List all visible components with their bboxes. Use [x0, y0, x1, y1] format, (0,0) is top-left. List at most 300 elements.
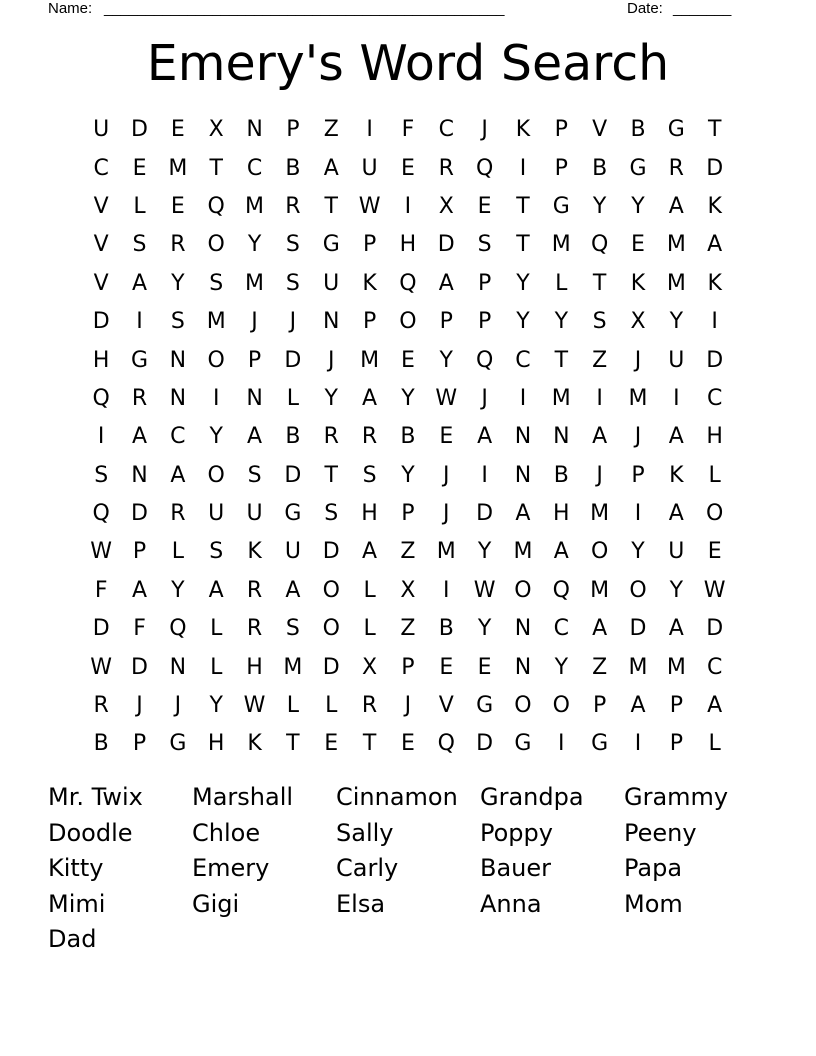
grid-letter: U	[246, 501, 263, 527]
grid-letter: A	[630, 693, 646, 719]
grid-letter: C	[93, 155, 109, 181]
grid-letter: U	[323, 270, 340, 296]
letter-grid	[82, 111, 734, 764]
grid-letter: Z	[323, 117, 339, 143]
grid-letter: A	[131, 577, 148, 603]
grid-letter: M	[206, 309, 226, 335]
grid-letter: Q	[207, 193, 225, 219]
grid-letter: H	[553, 501, 570, 527]
grid-letter: C	[438, 117, 454, 143]
grid-letter: I	[481, 462, 488, 488]
grid-letter: Y	[477, 616, 492, 642]
grid-letter: T	[324, 462, 338, 488]
grid-letter: I	[596, 385, 603, 411]
grid-letter: H	[399, 232, 417, 258]
grid-letter: Q	[475, 155, 494, 181]
grid-letter: M	[590, 577, 610, 603]
grid-letter: T	[554, 347, 569, 373]
grid-letter: E	[477, 654, 492, 680]
grid-letter: L	[555, 270, 568, 296]
grid-letter: X	[208, 117, 224, 143]
grid-letter: W	[703, 577, 726, 603]
grid-letter: O	[514, 577, 532, 603]
grid-row	[82, 265, 734, 303]
grid-letter: J	[443, 462, 450, 488]
grid-letter: S	[324, 501, 339, 527]
grid-letter: R	[361, 424, 378, 450]
grid-letter: E	[400, 155, 415, 181]
grid-letter: W	[90, 539, 113, 565]
grid-letter: D	[476, 501, 494, 527]
grid-letter: V	[93, 232, 109, 258]
grid-letter: G	[667, 117, 685, 143]
word-list-item: Anna	[480, 889, 542, 918]
grid-letter: A	[477, 424, 493, 450]
grid-letter: T	[592, 270, 607, 296]
grid-letter: S	[362, 462, 377, 488]
grid-letter: R	[323, 424, 339, 450]
grid-letter: Y	[669, 577, 684, 603]
grid-letter: I	[519, 155, 527, 181]
grid-letter: J	[443, 501, 450, 527]
grid-letter: U	[208, 501, 225, 527]
grid-letter: P	[362, 232, 377, 258]
grid-letter: Y	[439, 347, 453, 373]
grid-letter: S	[170, 309, 185, 335]
grid-letter: R	[93, 693, 109, 719]
grid-letter: M	[590, 501, 610, 527]
grid-letter: I	[212, 385, 220, 411]
grid-letter: A	[362, 539, 378, 565]
grid-letter: Z	[400, 539, 416, 565]
grid-letter: S	[132, 232, 147, 258]
grid-letter: N	[169, 654, 187, 680]
grid-letter: O	[207, 347, 225, 373]
grid-letter: U	[93, 117, 110, 143]
word-list-item: Marshall	[192, 783, 294, 811]
grid-letter: E	[631, 232, 645, 258]
grid-letter: L	[210, 654, 223, 680]
grid-letter: L	[286, 693, 300, 719]
grid-letter: T	[324, 193, 338, 219]
grid-letter: A	[247, 424, 263, 450]
grid-letter: E	[132, 155, 147, 181]
grid-letter: O	[514, 693, 532, 719]
grid-row	[82, 495, 734, 533]
grid-letter: D	[92, 309, 110, 335]
grid-letter: J	[404, 693, 412, 719]
grid-letter: I	[404, 193, 412, 219]
word-list-item: Emery	[192, 854, 270, 882]
grid-letter: F	[94, 577, 108, 603]
grid-letter: C	[246, 155, 263, 181]
grid-letter: M	[666, 270, 686, 296]
grid-letter: O	[629, 577, 647, 603]
grid-letter: S	[285, 232, 300, 258]
grid-letter: A	[362, 385, 378, 411]
grid-letter: Q	[552, 577, 570, 603]
grid-letter: G	[322, 232, 340, 258]
grid-letter: Q	[169, 616, 187, 642]
grid-letter: A	[668, 424, 684, 450]
grid-letter: T	[209, 155, 223, 181]
grid-letter: Y	[516, 270, 530, 296]
name-label: Name:	[48, 0, 93, 17]
grid-letter: W	[358, 193, 381, 219]
grid-letter: M	[628, 385, 648, 411]
grid-letter: E	[707, 539, 722, 565]
grid-letter: T	[516, 232, 530, 258]
grid-letter: G	[169, 731, 187, 757]
grid-letter: M	[513, 539, 533, 565]
grid-letter: Y	[209, 693, 223, 719]
grid-letter: S	[477, 232, 492, 258]
grid-letter: B	[553, 462, 569, 488]
grid-letter: Y	[401, 462, 415, 488]
grid-letter: Y	[669, 309, 684, 335]
grid-letter: S	[209, 270, 224, 296]
grid-letter: Z	[400, 616, 416, 642]
grid-letter: K	[630, 270, 646, 296]
grid-letter: D	[131, 117, 148, 143]
grid-letter: Y	[516, 309, 530, 335]
grid-letter: U	[668, 347, 685, 373]
grid-letter: I	[97, 424, 105, 450]
grid-letter: E	[170, 117, 185, 143]
grid-letter: O	[207, 462, 225, 488]
grid-letter: K	[247, 731, 262, 757]
word-list-item: Elsa	[336, 889, 386, 918]
grid-letter: C	[706, 654, 723, 680]
grid-letter: N	[246, 385, 263, 411]
grid-letter: P	[669, 731, 683, 757]
grid-row	[82, 687, 734, 725]
grid-letter: N	[514, 616, 532, 642]
word-list-item: Mom	[624, 889, 683, 918]
grid-letter: J	[136, 693, 143, 719]
grid-letter: I	[558, 731, 565, 757]
grid-letter: H	[706, 424, 723, 450]
grid-letter: B	[285, 424, 301, 450]
grid-letter: B	[592, 155, 608, 181]
grid-letter: N	[553, 424, 570, 450]
grid-letter: I	[634, 731, 642, 757]
grid-letter: Q	[475, 347, 494, 373]
grid-letter: T	[516, 193, 530, 219]
grid-letter: A	[131, 424, 148, 450]
grid-letter: X	[630, 309, 646, 335]
word-list-item: Mimi	[48, 889, 106, 918]
grid-letter: J	[481, 385, 488, 411]
grid-letter: G	[130, 347, 149, 373]
grid-letter: A	[707, 232, 723, 258]
grid-letter: X	[438, 193, 454, 219]
word-list-item: Grandpa	[480, 783, 584, 811]
grid-letter: F	[133, 616, 146, 642]
grid-letter: N	[246, 117, 263, 143]
grid-letter: S	[285, 270, 300, 296]
grid-letter: L	[325, 693, 338, 719]
grid-letter: O	[399, 309, 417, 335]
grid-letter: Q	[590, 232, 609, 258]
grid-letter: M	[628, 654, 648, 680]
grid-row	[82, 149, 734, 187]
grid-letter: E	[439, 424, 454, 450]
grid-letter: J	[596, 462, 603, 488]
grid-letter: R	[246, 577, 263, 603]
grid-letter: N	[514, 654, 532, 680]
grid-letter: A	[515, 501, 531, 527]
grid-letter: I	[673, 385, 680, 411]
grid-letter: A	[323, 155, 339, 181]
grid-letter: P	[554, 117, 568, 143]
word-list-item: Kitty	[48, 854, 104, 882]
grid-letter: A	[170, 462, 186, 488]
grid-letter: A	[668, 501, 684, 527]
grid-letter: Y	[209, 424, 223, 450]
grid-letter: R	[246, 616, 263, 642]
grid-letter: Y	[171, 270, 185, 296]
grid-letter: L	[133, 193, 146, 219]
grid-letter: C	[553, 616, 569, 642]
grid-letter: Y	[592, 193, 607, 219]
grid-letter: G	[591, 731, 609, 757]
grid-letter: N	[514, 424, 532, 450]
grid-letter: L	[708, 462, 721, 488]
grid-letter: P	[439, 309, 453, 335]
grid-letter: A	[285, 577, 301, 603]
grid-letter: X	[400, 577, 416, 603]
grid-letter: D	[322, 539, 340, 565]
grid-letter: Y	[554, 309, 569, 335]
grid-letter: P	[593, 693, 607, 719]
grid-letter: J	[251, 309, 258, 335]
grid-letter: R	[170, 232, 186, 258]
grid-letter: M	[283, 654, 303, 680]
grid-letter: R	[170, 501, 186, 527]
grid-letter: H	[207, 731, 225, 757]
grid-row	[82, 303, 734, 341]
grid-letter: U	[668, 539, 685, 565]
grid-letter: N	[514, 462, 532, 488]
grid-letter: I	[711, 309, 718, 335]
grid-letter: O	[207, 232, 225, 258]
grid-letter: M	[551, 232, 571, 258]
grid-letter: Q	[92, 385, 110, 411]
grid-letter: D	[322, 654, 340, 680]
grid-letter: D	[437, 232, 455, 258]
grid-row	[82, 648, 734, 686]
grid-letter: M	[436, 539, 456, 565]
grid-letter: G	[629, 155, 647, 181]
grid-letter: H	[92, 347, 110, 373]
grid-letter: D	[706, 616, 724, 642]
grid-letter: Y	[171, 577, 185, 603]
grid-letter: L	[210, 616, 223, 642]
grid-letter: I	[443, 577, 450, 603]
grid-letter: A	[553, 539, 569, 565]
word-list-item: Papa	[624, 854, 683, 882]
grid-letter: V	[592, 117, 608, 143]
grid-letter: T	[362, 731, 377, 757]
grid-row	[82, 341, 734, 379]
grid-letter: P	[401, 654, 415, 680]
grid-letter: G	[476, 693, 494, 719]
grid-letter: L	[363, 577, 376, 603]
grid-letter: P	[554, 155, 568, 181]
grid-letter: O	[590, 539, 609, 565]
grid-letter: V	[93, 193, 109, 219]
grid-letter: D	[706, 155, 724, 181]
name-blank-line: ________________________________________________	[104, 0, 505, 17]
grid-letter: I	[366, 117, 373, 143]
grid-letter: P	[669, 693, 683, 719]
grid-letter: K	[707, 193, 722, 219]
grid-letter: K	[515, 117, 531, 143]
grid-letter: B	[400, 424, 416, 450]
grid-letter: X	[362, 654, 378, 680]
grid-letter: I	[634, 501, 642, 527]
grid-letter: M	[360, 347, 380, 373]
grid-letter: D	[284, 347, 302, 373]
header-line	[48, 0, 748, 18]
grid-letter: N	[131, 462, 148, 488]
grid-letter: P	[477, 270, 492, 296]
grid-letter: Y	[401, 385, 415, 411]
grid-letter: M	[168, 155, 188, 181]
grid-letter: E	[400, 731, 415, 757]
grid-letter: J	[327, 347, 335, 373]
grid-row	[82, 111, 734, 149]
grid-letter: B	[93, 731, 109, 757]
grid-row	[82, 725, 734, 763]
grid-letter: P	[401, 501, 415, 527]
word-list-item: Bauer	[480, 854, 552, 882]
grid-letter: E	[324, 731, 339, 757]
word-list-item: Doodle	[48, 818, 133, 847]
grid-letter: B	[285, 155, 301, 181]
grid-letter: L	[363, 616, 376, 642]
grid-letter: D	[92, 616, 110, 642]
grid-letter: C	[170, 424, 186, 450]
grid-letter: A	[592, 424, 608, 450]
grid-letter: I	[519, 385, 527, 411]
grid-letter: W	[243, 693, 266, 719]
grid-letter: T	[286, 731, 300, 757]
grid-letter: Q	[399, 270, 417, 296]
grid-letter: M	[245, 270, 265, 296]
word-list-item: Peeny	[624, 818, 697, 847]
grid-letter: D	[706, 347, 724, 373]
grid-letter: J	[481, 117, 488, 143]
grid-letter: S	[247, 462, 262, 488]
date-blank-line: _______	[673, 0, 732, 17]
grid-letter: A	[438, 270, 454, 296]
grid-row	[82, 380, 734, 418]
word-list-item: Mr. Twix	[48, 783, 143, 811]
grid-letter: O	[552, 693, 570, 719]
grid-letter: S	[94, 462, 109, 488]
grid-letter: Y	[477, 539, 492, 565]
grid-letter: S	[592, 309, 607, 335]
grid-letter: M	[666, 654, 686, 680]
grid-letter: S	[285, 616, 300, 642]
grid-letter: I	[136, 309, 143, 335]
grid-letter: P	[286, 117, 300, 143]
grid-letter: K	[669, 462, 684, 488]
grid-row	[82, 572, 734, 610]
grid-letter: W	[473, 577, 496, 603]
grid-letter: Y	[631, 539, 645, 565]
grid-letter: K	[247, 539, 262, 565]
grid-letter: J	[634, 347, 642, 373]
grid-letter: G	[552, 193, 570, 219]
grid-letter: V	[93, 270, 109, 296]
grid-letter: G	[514, 731, 532, 757]
grid-letter: E	[400, 347, 415, 373]
grid-letter: D	[629, 616, 647, 642]
grid-letter: R	[668, 155, 684, 181]
grid-letter: L	[708, 731, 721, 757]
grid-letter: Y	[324, 385, 338, 411]
grid-letter: J	[289, 309, 297, 335]
word-list-item: Chloe	[192, 818, 261, 847]
word-list	[48, 780, 768, 958]
grid-letter: F	[401, 117, 415, 143]
grid-letter: P	[631, 462, 645, 488]
grid-letter: V	[438, 693, 454, 719]
grid-letter: H	[361, 501, 378, 527]
grid-letter: W	[435, 385, 458, 411]
grid-row	[82, 610, 734, 648]
grid-letter: P	[132, 539, 147, 565]
grid-letter: H	[246, 654, 263, 680]
grid-letter: W	[90, 654, 113, 680]
word-list-item: Gigi	[192, 889, 240, 918]
grid-letter: J	[174, 693, 182, 719]
grid-letter: U	[284, 539, 301, 565]
word-list-item: Dad	[48, 925, 97, 953]
grid-letter: R	[131, 385, 148, 411]
grid-letter: N	[323, 309, 340, 335]
word-list-item: Poppy	[480, 818, 553, 847]
grid-letter: D	[284, 462, 302, 488]
grid-letter: A	[668, 616, 684, 642]
grid-letter: A	[592, 616, 608, 642]
grid-letter: K	[362, 270, 377, 296]
grid-letter: Y	[247, 232, 262, 258]
word-list-item: Carly	[336, 854, 399, 882]
grid-letter: A	[131, 270, 148, 296]
grid-letter: P	[362, 309, 377, 335]
grid-letter: Z	[592, 654, 608, 680]
grid-letter: E	[170, 193, 185, 219]
grid-letter: J	[634, 424, 642, 450]
grid-letter: D	[131, 501, 148, 527]
grid-letter: B	[438, 616, 454, 642]
grid-letter: L	[286, 385, 300, 411]
word-list-item: Sally	[336, 818, 394, 847]
grid-letter: P	[132, 731, 147, 757]
grid-letter: A	[668, 193, 684, 219]
grid-letter: C	[706, 385, 723, 411]
grid-letter: Y	[631, 193, 645, 219]
grid-row	[82, 188, 734, 226]
grid-letter: D	[476, 731, 494, 757]
grid-letter: N	[169, 347, 187, 373]
grid-letter: E	[477, 193, 492, 219]
grid-letter: L	[171, 539, 184, 565]
